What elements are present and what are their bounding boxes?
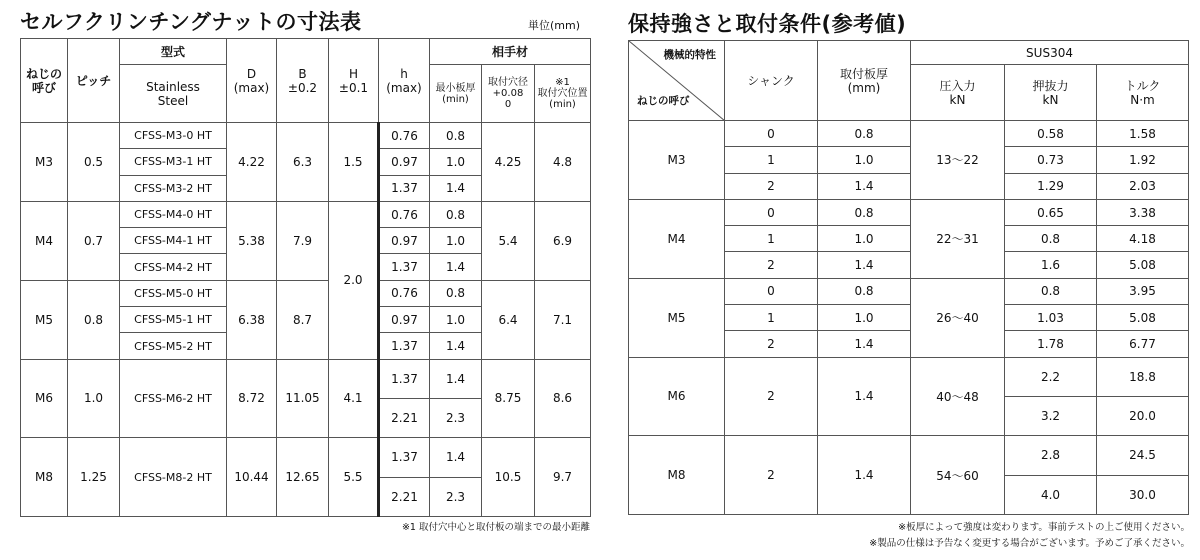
nominal-cell: M3 [629,121,725,200]
header-hole-pos-line: 取付穴位置 [537,88,588,99]
h-cell: 0.97 [379,149,430,175]
thick-cell: 1.0 [818,226,911,252]
push-cell: 3.2 [1005,396,1097,435]
hh-cell: 1.5 [329,123,379,202]
header-model-sub-line: Stainless [146,79,200,94]
shank-cell: 2 [725,252,818,278]
header-mating: 相手材 [430,39,591,65]
thick-cell: 2.3 [430,477,482,516]
header-press-line: 圧入力 [939,78,976,93]
shank-cell: 2 [725,357,818,436]
table-row [21,201,591,227]
torque-cell: 5.08 [1097,305,1189,331]
hh-cell: 2.0 [329,201,379,359]
shank-cell: 0 [725,121,818,147]
header-press-line: kN [949,92,966,107]
model-cell: CFSS-M3-0 HT [120,123,227,149]
header-torque-line: N·m [1130,92,1155,107]
header-b-line: ±0.2 [287,80,318,95]
header-nominal-line: ねじの [25,66,62,81]
header-hh-line: H [348,66,359,81]
pitch-cell: 0.7 [68,201,120,280]
footnote: ※1 取付穴中心と取付板の端までの最小距離 [401,522,590,533]
header-hole-pos-line: ※1 [555,77,570,88]
torque-cell: 18.8 [1097,357,1189,396]
b-cell: 6.3 [277,123,329,202]
header-push-line: kN [1042,92,1059,107]
nominal-cell: M4 [21,201,68,280]
h-cell: 0.76 [379,280,430,306]
torque-cell: 1.58 [1097,121,1189,147]
table-row [629,357,1189,396]
thick-cell: 1.0 [818,305,911,331]
header-min-thick-line: 最小板厚 [435,82,476,94]
thick-cell: 0.8 [818,278,911,304]
note-1: ※板厚によって強度は変わります。事前テストの上ご使用ください。 [898,522,1190,533]
torque-cell: 24.5 [1097,436,1189,475]
h-cell: 2.21 [379,477,430,516]
table-row [629,199,1189,225]
thick-cell: 0.8 [430,123,482,149]
d-cell: 10.44 [227,438,277,517]
table-row [21,438,591,477]
thick-cell: 2.3 [430,398,482,437]
header-d-line: (max) [233,80,270,95]
header-hole-dia-line: 0 [504,99,512,110]
header-hole-pos [535,65,591,123]
thick-cell: 1.4 [430,175,482,201]
model-cell: CFSS-M3-1 HT [120,149,227,175]
hole-dia-cell: 8.75 [482,359,535,438]
model-cell: CFSS-M4-2 HT [120,254,227,280]
header-torque-line: トルク [1124,78,1161,93]
header-min-thick [430,65,482,123]
shank-cell: 2 [725,331,818,357]
push-cell: 4.0 [1005,475,1097,514]
press-cell: 22～31 [911,199,1005,278]
dimension-table [20,38,591,517]
model-cell: CFSS-M3-2 HT [120,175,227,201]
hole-pos-cell: 9.7 [535,438,591,517]
torque-cell: 30.0 [1097,475,1189,514]
model-cell: CFSS-M5-2 HT [120,333,227,359]
h-cell: 0.76 [379,201,430,227]
header-press [911,65,1005,121]
model-cell: CFSS-M5-0 HT [120,280,227,306]
thick-cell: 1.4 [818,252,911,278]
shank-cell: 0 [725,278,818,304]
header-thick-line: 取付板厚 [839,66,888,81]
press-cell: 13～22 [911,121,1005,200]
table-row [629,278,1189,304]
hole-dia-cell: 10.5 [482,438,535,517]
h-cell: 1.37 [379,175,430,201]
header-thick [818,41,911,121]
header-model-sub [120,65,227,123]
b-cell: 7.9 [277,201,329,280]
header-push [1005,65,1097,121]
b-cell: 11.05 [277,359,329,438]
pitch-cell: 1.25 [68,438,120,517]
header-hh [329,39,379,123]
header-min-thick-line: (min) [442,93,469,105]
header-hole-pos-line: (min) [549,99,576,110]
push-cell: 1.29 [1005,173,1097,199]
header-hole-dia-line: 取付穴径 [488,77,528,88]
thick-cell: 1.4 [430,254,482,280]
d-cell: 5.38 [227,201,277,280]
torque-cell: 5.08 [1097,252,1189,278]
header-model-sub-line: Steel [157,93,189,108]
header-d [227,39,277,123]
model-cell: CFSS-M6-2 HT [120,359,227,438]
torque-cell: 6.77 [1097,331,1189,357]
header-shank: シャンク [725,41,818,121]
push-cell: 0.58 [1005,121,1097,147]
shank-cell: 2 [725,436,818,515]
hh-cell: 5.5 [329,438,379,517]
hole-pos-cell: 8.6 [535,359,591,438]
table-row [629,121,1189,147]
header-h [379,39,430,123]
b-cell: 12.65 [277,438,329,517]
unit-label: 単位(mm) [528,19,581,32]
header-hh-line: ±0.1 [338,80,369,95]
push-cell: 2.8 [1005,436,1097,475]
press-cell: 26～40 [911,278,1005,357]
push-cell: 0.65 [1005,199,1097,225]
nominal-cell: M6 [21,359,68,438]
table-row [629,436,1189,475]
header-pitch: ピッチ [68,39,120,123]
header-nominal-line: 呼び [31,80,56,95]
header-d-line: D [246,66,257,81]
d-cell: 8.72 [227,359,277,438]
nominal-cell: M3 [21,123,68,202]
thick-cell: 0.8 [430,280,482,306]
thick-cell: 1.4 [430,359,482,398]
note-2: ※製品の仕様は予告なく変更する場合がございます。予めご了承ください。 [869,538,1190,549]
table-row [21,359,591,398]
thick-cell: 1.4 [818,357,911,436]
hole-pos-cell: 7.1 [535,280,591,359]
header-torque [1097,65,1189,121]
thick-cell: 1.4 [430,438,482,477]
h-cell: 0.97 [379,307,430,333]
model-cell: CFSS-M4-0 HT [120,201,227,227]
header-model: 型式 [120,39,227,65]
press-cell: 40～48 [911,357,1005,436]
shank-cell: 1 [725,226,818,252]
hole-dia-cell: 4.25 [482,123,535,202]
h-cell: 0.97 [379,228,430,254]
thick-cell: 0.8 [818,199,911,225]
h-cell: 1.37 [379,359,430,398]
push-cell: 0.73 [1005,147,1097,173]
hole-pos-cell: 4.8 [535,123,591,202]
torque-cell: 3.38 [1097,199,1189,225]
header-h-line: (max) [386,80,422,95]
model-cell: CFSS-M8-2 HT [120,438,227,517]
thick-cell: 1.0 [430,149,482,175]
thick-cell: 1.4 [818,173,911,199]
press-cell: 54～60 [911,436,1005,515]
header-push-line: 押抜力 [1032,78,1069,93]
h-cell: 2.21 [379,398,430,437]
right-title: 保持強さと取付条件(参考値) [628,12,907,36]
header-h-line: h [400,66,408,81]
strength-table [628,40,1189,515]
nominal-cell: M4 [629,199,725,278]
torque-cell: 2.03 [1097,173,1189,199]
thick-cell: 1.4 [818,331,911,357]
thick-cell: 0.8 [430,201,482,227]
b-cell: 8.7 [277,280,329,359]
nominal-cell: M5 [21,280,68,359]
hole-dia-cell: 5.4 [482,201,535,280]
thick-cell: 1.0 [818,147,911,173]
thick-cell: 0.8 [818,121,911,147]
h-cell: 1.37 [379,333,430,359]
table-row [21,123,591,149]
model-cell: CFSS-M4-1 HT [120,228,227,254]
header-material: SUS304 [911,41,1189,65]
pitch-cell: 0.8 [68,280,120,359]
shank-cell: 1 [725,305,818,331]
thick-cell: 1.0 [430,307,482,333]
thick-cell: 1.4 [430,333,482,359]
header-b-line: B [298,66,307,81]
thick-cell: 1.0 [430,228,482,254]
header-nominal [21,39,68,123]
shank-cell: 1 [725,147,818,173]
header-diagonal [629,41,725,121]
h-cell: 0.76 [379,123,430,149]
push-cell: 1.78 [1005,331,1097,357]
h-cell: 1.37 [379,438,430,477]
left-title: セルフクリンチングナットの寸法表 [20,10,362,34]
h-cell: 1.37 [379,254,430,280]
hole-pos-cell: 6.9 [535,201,591,280]
nominal-cell: M5 [629,278,725,357]
diag-top-label: 機械的特性 [663,49,716,61]
push-cell: 0.8 [1005,226,1097,252]
torque-cell: 1.92 [1097,147,1189,173]
pitch-cell: 1.0 [68,359,120,438]
torque-cell: 3.95 [1097,278,1189,304]
nominal-cell: M6 [629,357,725,436]
header-hole-dia-line: +0.08 [492,88,524,99]
nominal-cell: M8 [21,438,68,517]
push-cell: 2.2 [1005,357,1097,396]
header-b [277,39,329,123]
shank-cell: 0 [725,199,818,225]
thick-cell: 1.4 [818,436,911,515]
push-cell: 0.8 [1005,278,1097,304]
header-thick-line: (mm) [847,80,881,95]
header-hole-dia [482,65,535,123]
torque-cell: 4.18 [1097,226,1189,252]
table-row [21,280,591,306]
d-cell: 4.22 [227,123,277,202]
nominal-cell: M8 [629,436,725,515]
d-cell: 6.38 [227,280,277,359]
torque-cell: 20.0 [1097,396,1189,435]
hh-cell: 4.1 [329,359,379,438]
hole-dia-cell: 6.4 [482,280,535,359]
push-cell: 1.6 [1005,252,1097,278]
shank-cell: 2 [725,173,818,199]
diag-bottom-label: ねじの呼び [637,95,690,107]
pitch-cell: 0.5 [68,123,120,202]
model-cell: CFSS-M5-1 HT [120,307,227,333]
push-cell: 1.03 [1005,305,1097,331]
